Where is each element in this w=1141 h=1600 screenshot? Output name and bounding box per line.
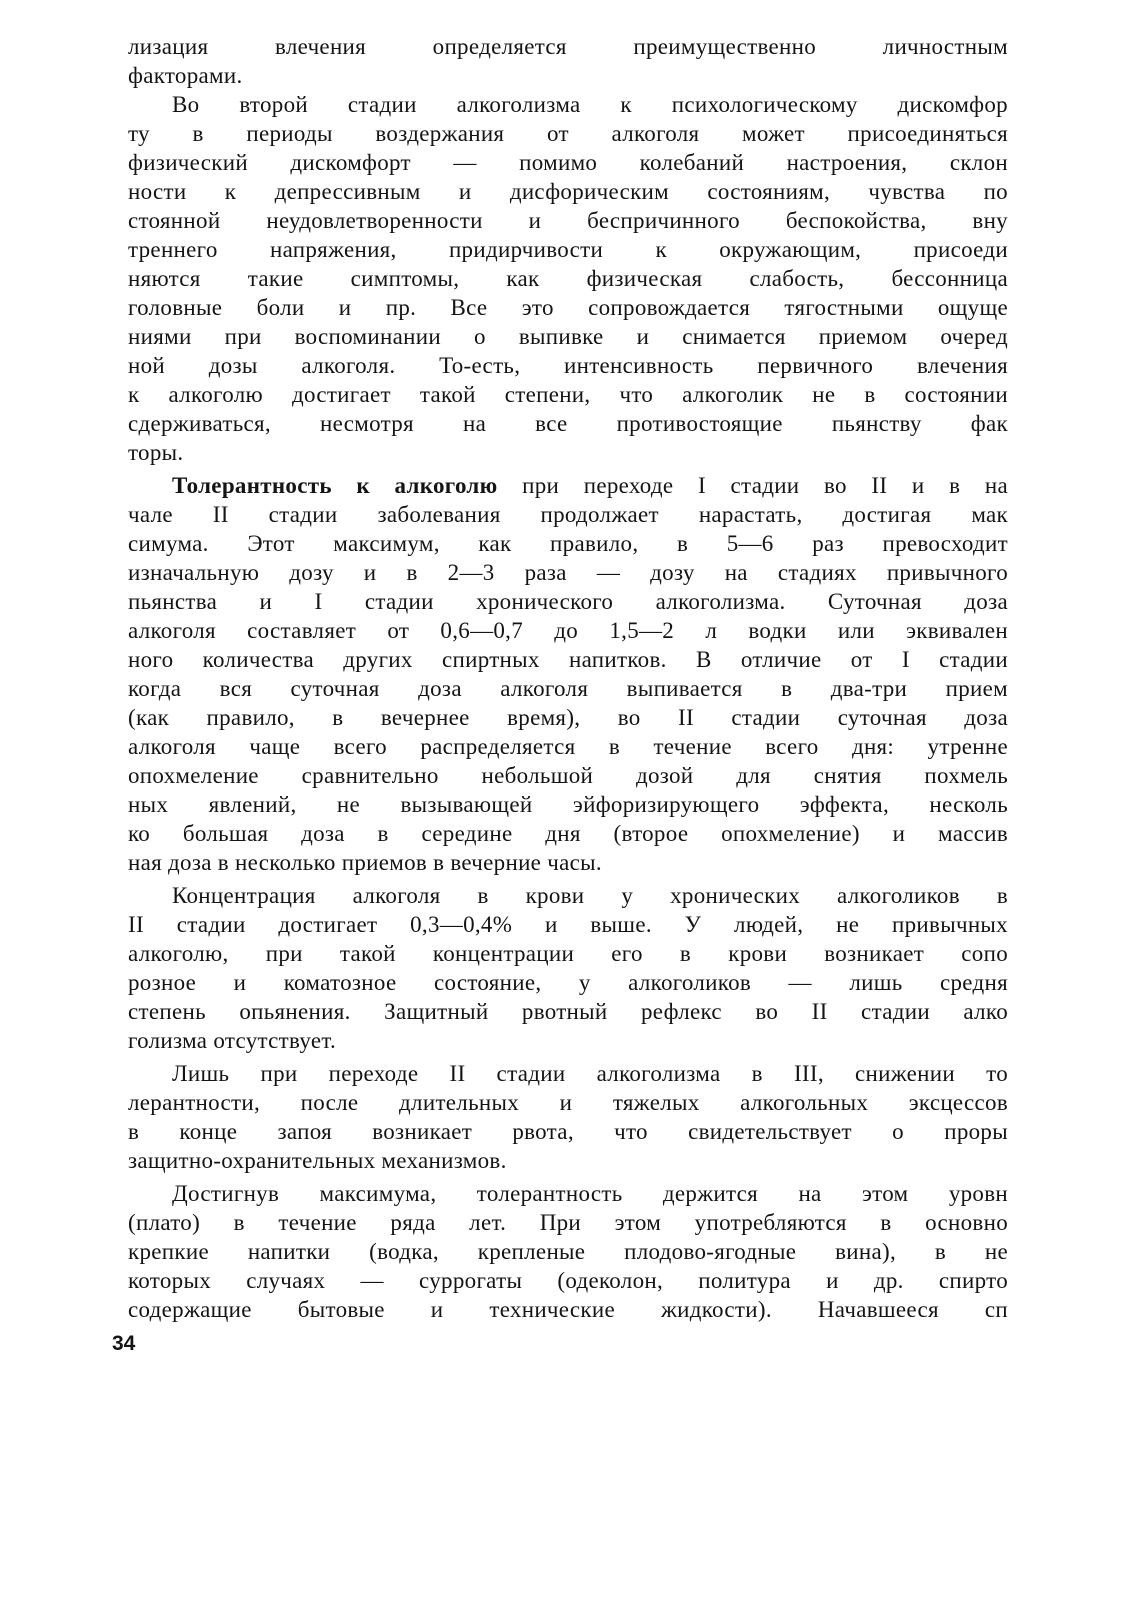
text-line: алкоголю, при такой концентрации его в крови возникает сопо	[128, 941, 1008, 966]
text-line: голизма отсутствует.	[128, 1028, 337, 1053]
text-line: (плато) в течение ряда лет. При этом употребляются в основно	[128, 1210, 1008, 1235]
text-line: Во второй стадии алкоголизма к психологическому дискомфор	[172, 92, 1008, 117]
text-line: ко большая доза в середине дня (второе опохмеление) и массив	[128, 821, 1008, 846]
text-line: пьянства и I стадии хронического алкоголизма. Суточная доза	[128, 589, 1008, 614]
text-run: при переходе I стадии во II и в на	[497, 473, 1008, 498]
text-line: в конце запоя возникает рвота, что свидетельствует о проры	[128, 1119, 1008, 1144]
body-text	[128, 32, 1008, 1324]
text-line: опохмеление сравнительно небольшой дозой для снятия похмель	[128, 763, 1008, 788]
paragraph	[128, 1059, 1008, 1175]
text-line: ной дозы алкоголя. То-есть, интенсивность первичного влечения	[128, 353, 1008, 378]
text-line: ного количества других спиртных напитков. В отличие от I стадии	[128, 647, 1008, 672]
text-line: Концентрация алкоголя в крови у хронических алкоголиков в	[172, 883, 1008, 908]
text-line: розное и коматозное состояние, у алкоголиков — лишь средня	[128, 970, 1008, 995]
text-line: ная доза в несколько приемов в вечерние часы.	[128, 850, 602, 875]
text-line: (как правило, в вечернее время), во II стадии суточная доза	[128, 705, 1008, 730]
text-line: Лишь при переходе II стадии алкоголизма в III, снижении то	[172, 1061, 1008, 1086]
text-line: содержащие бытовые и технические жидкости). Начавшееся сп	[128, 1297, 1008, 1322]
paragraph	[128, 32, 1008, 90]
text-line: ниями при воспоминании о выпивке и снимается приемом очеред	[128, 324, 1008, 349]
paragraph	[128, 90, 1008, 467]
text-line: крепкие напитки (водка, крепленые плодово-ягодные вина), в не	[128, 1239, 1008, 1264]
text-line: головные боли и пр. Все это сопровождается тягостными ощуще	[128, 295, 1008, 320]
text-line: алкоголя составляет от 0,6—0,7 до 1,5—2 л водки или эквивален	[128, 618, 1008, 643]
page-number: 34	[112, 1332, 136, 1355]
text-line: сдерживаться, несмотря на все противостоящие пьянству фак	[128, 411, 1008, 436]
text-line: защитно-охранительных механизмов.	[128, 1148, 507, 1173]
text-line: которых случаях — суррогаты (одеколон, политура и др. спирто	[128, 1268, 1008, 1293]
text-line: факторами.	[128, 63, 243, 88]
text-line: изначальную дозу и в 2—3 раза — дозу на стадиях привычного	[128, 560, 1008, 585]
text-line: когда вся суточная доза алкоголя выпивается в два-три прием	[128, 676, 1008, 701]
text-line: треннего напряжения, придирчивости к окружающим, присоеди	[128, 237, 1008, 262]
text-line: ности к депрессивным и дисфорическим состояниям, чувства по	[128, 179, 1008, 204]
text-line: к алкоголю достигает такой степени, что алкоголик не в состоянии	[128, 382, 1008, 407]
text-line: торы.	[128, 440, 184, 465]
paragraph	[128, 881, 1008, 1055]
text-line: чале II стадии заболевания продолжает нарастать, достигая мак	[128, 502, 1008, 527]
text-line: II стадии достигает 0,3—0,4% и выше. У людей, не привычных	[128, 912, 1008, 937]
text-line: няются такие симптомы, как физическая слабость, бессонница	[128, 266, 1008, 291]
text-line	[128, 471, 1008, 500]
term-heading: Толерантность к алкоголю	[172, 473, 498, 498]
text-line: ту в периоды воздержания от алкоголя может присоединяться	[128, 121, 1008, 146]
text-line: лизация влечения определяется преимущественно личностным	[128, 34, 1008, 59]
text-line: лерантности, после длительных и тяжелых алкогольных эксцессов	[128, 1090, 1008, 1115]
paragraph	[128, 471, 1008, 877]
text-line: степень опьянения. Защитный рвотный рефлекс во II стадии алко	[128, 999, 1008, 1024]
text-line: симума. Этот максимум, как правило, в 5—6 раз превосходит	[128, 531, 1008, 556]
text-line: физический дискомфорт — помимо колебаний настроения, склон	[128, 150, 1008, 175]
text-line: алкоголя чаще всего распределяется в течение всего дня: утренне	[128, 734, 1008, 759]
text-line: стоянной неудовлетворенности и беспричинного беспокойства, вну	[128, 208, 1008, 233]
text-line: Достигнув максимума, толерантность держится на этом уровн	[172, 1181, 1008, 1206]
paragraph	[128, 1179, 1008, 1324]
text-line: ных явлений, не вызывающей эйфоризирующего эффекта, несколь	[128, 792, 1008, 817]
